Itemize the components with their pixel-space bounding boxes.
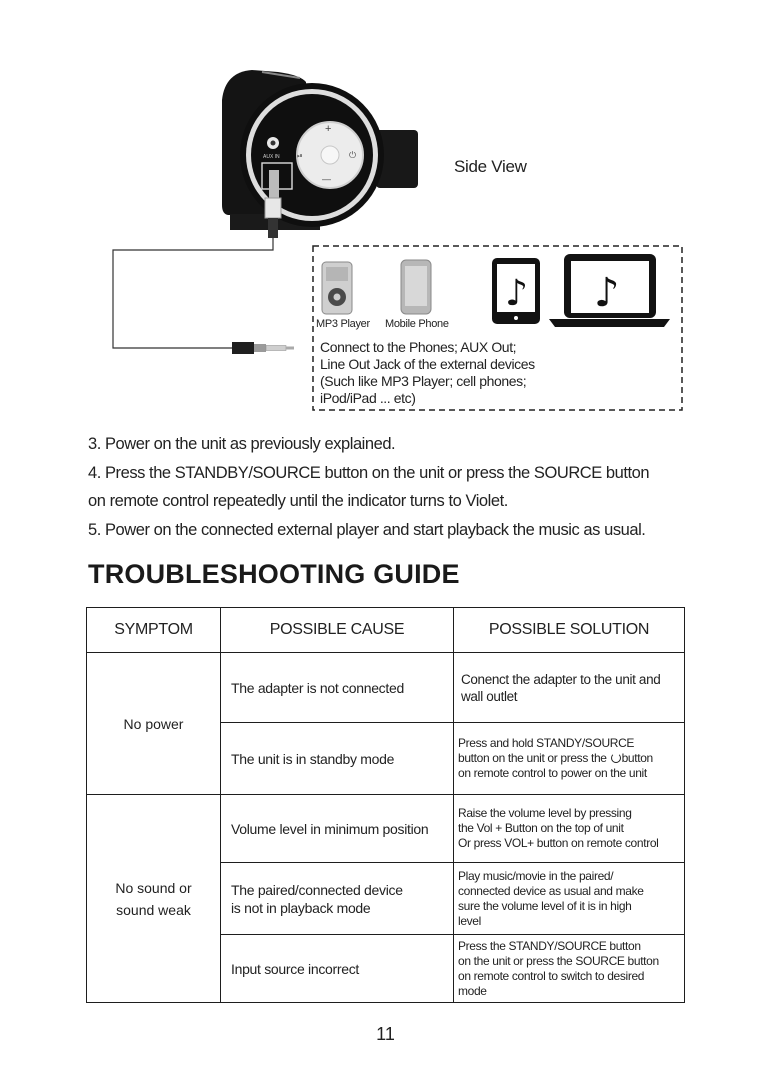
side-view-label: Side View — [454, 157, 527, 176]
aux-in-label: AUX IN — [263, 154, 280, 160]
solution-cell: Press and hold STANDY/SOURCE button on the unit or press the button on remote control to power on the unit — [454, 723, 685, 795]
mp3-player-label: MP3 Player — [316, 318, 370, 330]
table-row — [87, 795, 685, 863]
cause-cell: The adapter is not connected — [221, 653, 454, 723]
cause-cell: The paired/connected device is not in playback mode — [221, 863, 454, 935]
aux-instruction-line: iPod/iPad ... etc) — [320, 390, 416, 406]
header-symptom: SYMPTOM — [87, 608, 221, 653]
symptom-cell — [87, 653, 221, 795]
step-5: 5. Power on the connected external player and start playback the music as usual. — [88, 520, 646, 539]
aux-instruction-line: Line Out Jack of the external devices — [320, 356, 535, 372]
solution-cell: Conenct the adapter to the unit and wall outlet — [454, 653, 685, 723]
svg-text:♪: ♪ — [594, 270, 620, 316]
aux-instruction-line: (Such like MP3 Player; cell phones; — [320, 373, 527, 389]
aux-instruction-line: Connect to the Phones; AUX Out; — [320, 339, 517, 355]
step-3: 3. Power on the unit as previously explained. — [88, 435, 396, 453]
solution-cell: Play music/movie in the paired/ connected device as usual and make sure the volume level of it is in high level — [454, 863, 685, 935]
symptom-text: No power — [123, 715, 184, 732]
mp3-player-icon — [322, 262, 352, 314]
mobile-phone-label: Mobile Phone — [385, 318, 449, 330]
mobile-phone-icon — [401, 260, 431, 314]
cause-cell: Input source incorrect — [221, 935, 454, 1003]
cause-cell: The unit is in standby mode — [221, 723, 454, 795]
troubleshooting-heading: TROUBLESHOOTING GUIDE — [88, 559, 460, 589]
step-4: 4. Press the STANDBY/SOURCE button on the unit or press the SOURCE button — [88, 463, 650, 482]
power-icon — [611, 753, 621, 763]
tablet-icon — [492, 258, 540, 324]
solution-cell: Press the STANDY/SOURCE button on the unit or press the SOURCE button on remote control to switch to desired mode — [454, 935, 685, 1003]
laptop-icon — [549, 254, 670, 327]
volume-plus-symbol: + — [325, 123, 332, 135]
aux-cable — [113, 238, 273, 348]
volume-minus-symbol: — — [322, 174, 331, 184]
troubleshooting-table — [86, 607, 685, 1003]
instruction-steps — [88, 430, 708, 544]
svg-text:♪: ♪ — [505, 273, 528, 314]
table-row — [87, 653, 685, 723]
header-possible-solution: POSSIBLE SOLUTION — [454, 608, 685, 653]
table-header-row — [87, 608, 685, 653]
aux-plug-icon — [232, 342, 294, 354]
play-pause-icon: ⏯ — [297, 152, 303, 160]
header-possible-cause: POSSIBLE CAUSE — [221, 608, 454, 653]
symptom-cell: No sound or sound weak — [87, 795, 221, 1003]
power-icon: ⏻ — [349, 151, 357, 161]
cause-cell: Volume level in minimum position — [221, 795, 454, 863]
connection-diagram — [0, 0, 771, 430]
step-4-continued: on remote control repeatedly until the indicator turns to Violet. — [88, 492, 508, 510]
page-number: 11 — [376, 1024, 395, 1044]
speaker-unit-illustration — [222, 70, 418, 238]
solution-cell: Raise the volume level by pressing the Vol + Button on the top of unit Or press VOL+ button on remote control — [454, 795, 685, 863]
aux-connect-instructions — [320, 339, 535, 407]
